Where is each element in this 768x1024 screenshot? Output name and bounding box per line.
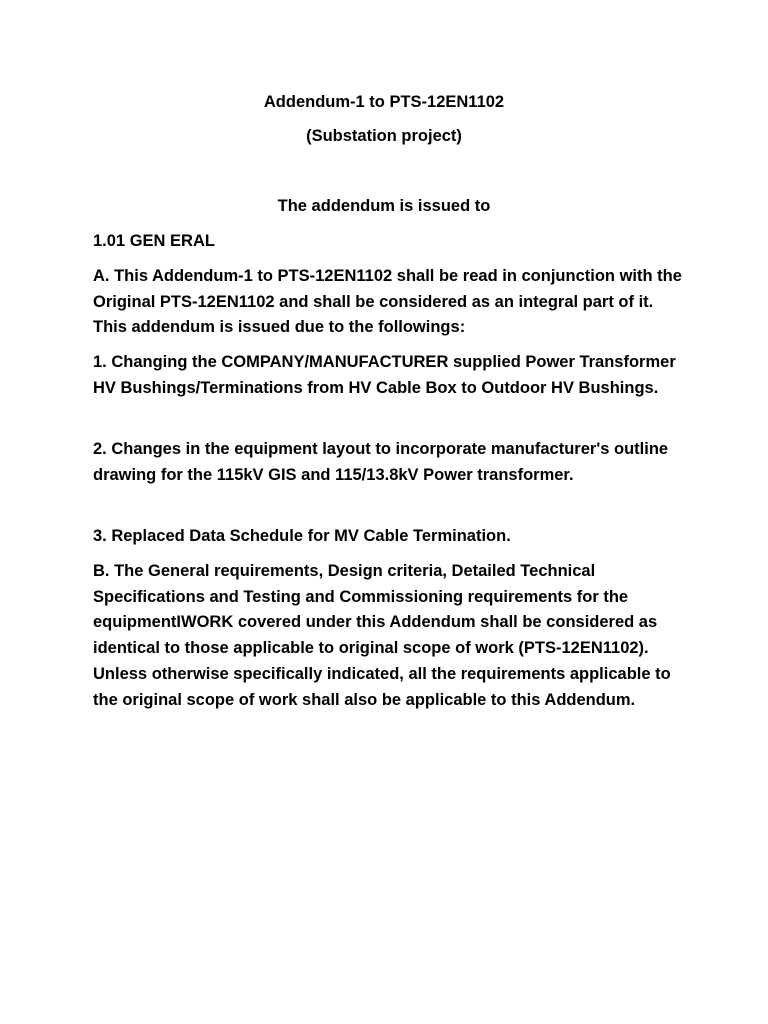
paragraph-b: B. The General requirements, Design criteria, Detailed Technical Specifications and Testing and Commissioning requirements for the equipmentIWORK covered under this Addendum shall be considered as identical to those applicable to original scope of work (PTS-12EN1102). Unless otherwise specifically indicated, all the requirements applicable to the original scope of work shall also be applicable to this Addendum. <box>93 562 671 709</box>
issued-line: The addendum is issued to <box>277 197 491 215</box>
list-item: 3. Replaced Data Schedule for MV Cable Termination. <box>93 527 511 545</box>
document-title: Addendum-1 to PTS-12EN1102 <box>263 93 505 111</box>
list-item: 2. Changes in the equipment layout to incorporate manufacturer's outline drawing for the 115kV GIS and 115/13.8kV Power transformer. <box>93 440 669 484</box>
document-subtitle: (Substation project) <box>306 127 462 145</box>
section-heading: 1.01 GEN ERAL <box>93 232 215 250</box>
paragraph-a: A. This Addendum-1 to PTS-12EN1102 shall be read in conjunction with the Original PTS-12EN1102 and shall be considered as an integral part of it. This addendum is issued due to the followings: <box>93 267 682 337</box>
list-item: 1. Changing the COMPANY/MANUFACTURER supplied Power Transformer HV Bushings/Terminations from HV Cable Box to Outdoor HV Bushings. <box>93 353 676 397</box>
